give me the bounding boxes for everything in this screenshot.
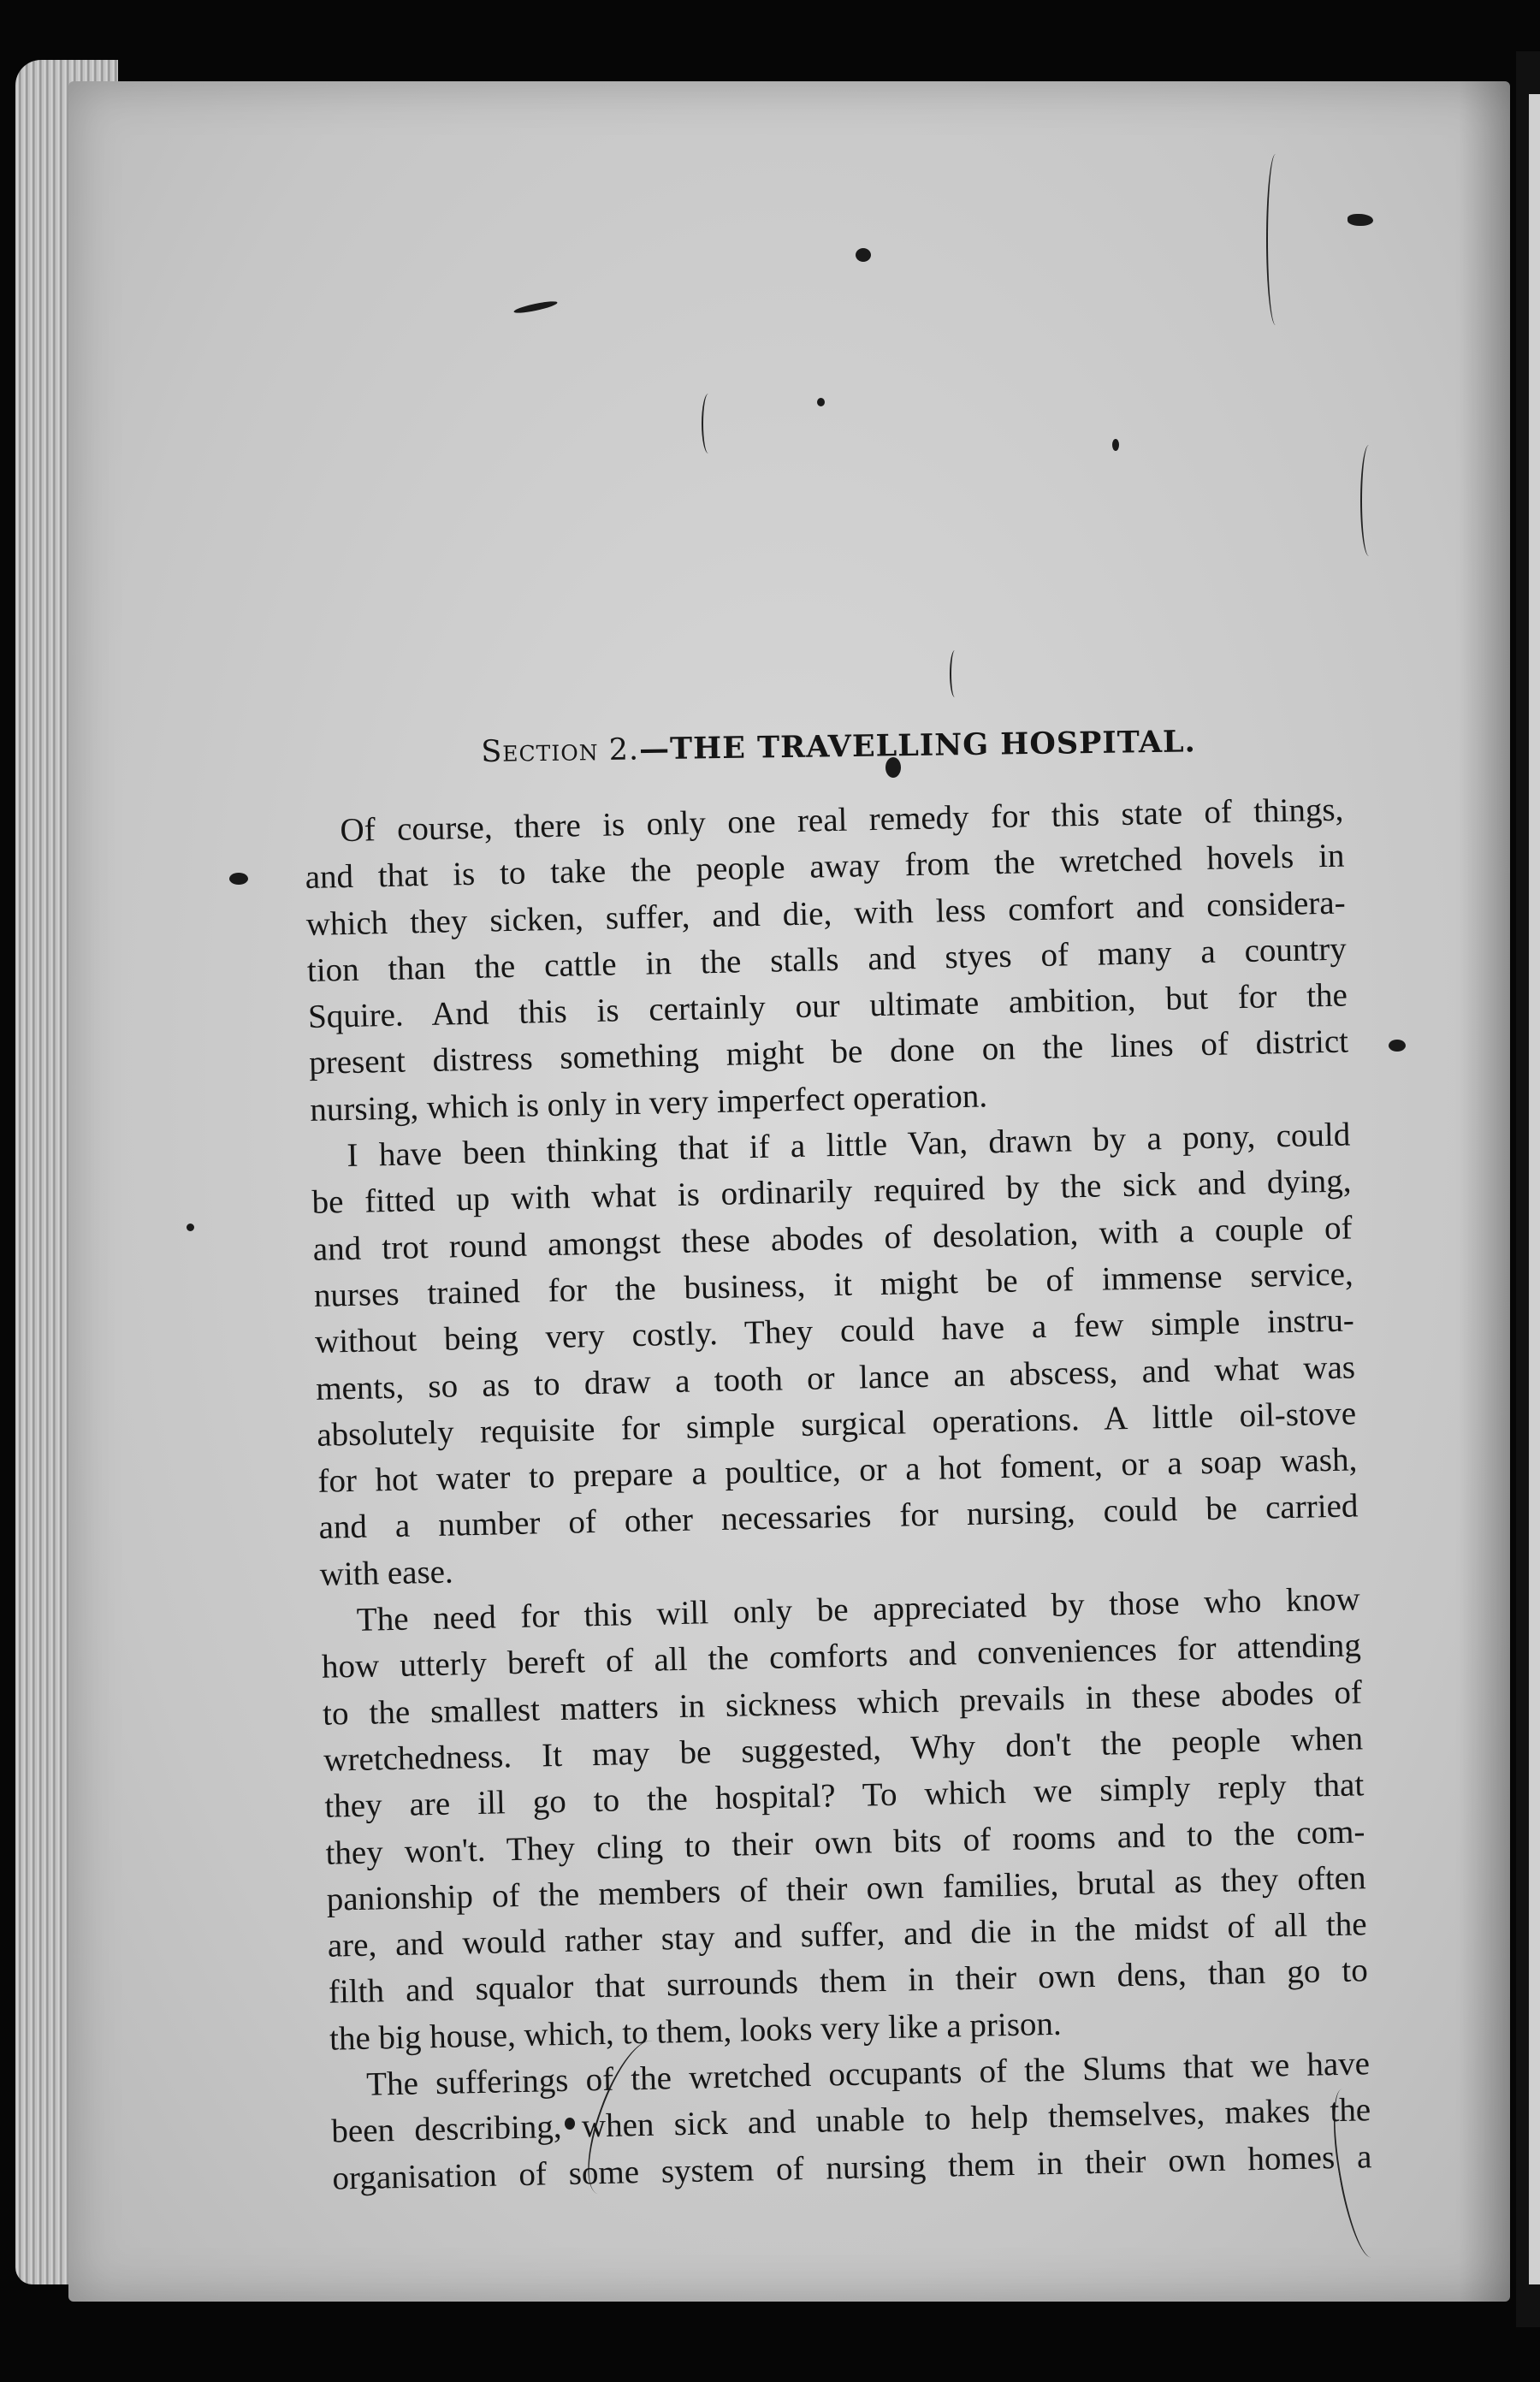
text-line: wretchedness. It may be suggested, Why don't the people when (323, 1720, 1364, 1779)
text-line: The need for this will only be appreciated by those who know (356, 1580, 1361, 1638)
ink-speck (817, 398, 825, 406)
text-line: The sufferings of the wretched occupants of the Slums that we have (365, 2045, 1371, 2103)
text-line: nursing, which is only in very imperfect operation. (309, 1077, 988, 1129)
scan-scratch (950, 650, 960, 697)
text-line: are, and would rather stay and suffer, and die in the midst of all the (327, 1905, 1368, 1964)
ink-speck (1112, 439, 1119, 451)
scan-scratch (702, 394, 715, 453)
text-line: the big house, which, to them, looks very like a prison. (329, 2005, 1063, 2058)
text-line: to the smallest matters in sickness which prevails in these abodes of (322, 1673, 1363, 1733)
text-line: and a number of other necessaries for nursing, could be carried (318, 1487, 1359, 1547)
ink-speck (1348, 214, 1373, 226)
text-line: which they sicken, suffer, and die, with less comfort and considera- (305, 884, 1347, 943)
text-line: they won't. They cling to their own bits of rooms and to the com- (325, 1812, 1365, 1872)
scan-scratch (1266, 154, 1285, 325)
text-line: organisation of some system of nursing them in their own homes a (332, 2137, 1372, 2197)
text-line: how utterly bereft of all the comforts and conveniences for attending (321, 1627, 1362, 1686)
text-line: and that is to take the people away from the wretched hovels in (305, 837, 1345, 897)
ink-speck (856, 248, 871, 262)
text-line: Of course, there is only one real remedy for this state of things, (340, 791, 1344, 850)
ink-speck (1389, 1040, 1406, 1052)
spine-shadow (1459, 81, 1510, 2302)
facing-page-edge (1529, 94, 1540, 2284)
body-text (304, 787, 1372, 2202)
text-line: tion than the cattle in the stalls and styes of many a country (306, 930, 1348, 989)
text-line: absolutely requisite for simple surgical operations. A little oil-stove (316, 1395, 1357, 1454)
text-line: nurses trained for the business, it might be of immense service, (313, 1255, 1354, 1314)
text-line: with ease. (319, 1553, 454, 1593)
text-line: I have been thinking that if a little Van, drawn by a pony, could (346, 1116, 1351, 1175)
ink-speck (187, 1224, 194, 1231)
section-number: Section 2. (481, 732, 640, 769)
section-title: —THE TRAVELLING HOSPITAL. (638, 724, 1197, 767)
text-line: Squire. And this is certainly our ultimate ambition, but for the (307, 976, 1348, 1036)
text-line: be fitted up with what is ordinarily required by the sick and dying, (311, 1162, 1352, 1222)
text-line: and trot round amongst these abodes of desolation, with a couple of (312, 1209, 1353, 1268)
text-line: panionship of the members of their own families, brutal as they often (326, 1859, 1366, 1918)
text-line: ments, so as to draw a tooth or lance an abscess, and what was (315, 1348, 1356, 1407)
text-line: filth and squalor that surrounds them in their own dens, than go to (328, 1952, 1369, 2012)
scan-scratch (1360, 445, 1377, 556)
text-line: without being very costly. They could have a few simple instru- (314, 1301, 1355, 1361)
ink-speck (229, 873, 248, 885)
text-line: present distress something might be done on the lines of district (308, 1022, 1349, 1082)
text-line: for hot water to prepare a poultice, or a hot foment, or a soap wash, (317, 1441, 1358, 1500)
text-line: been describing, when sick and unable to help themselves, makes the (330, 2091, 1371, 2150)
text-line: they are ill go to the hospital? To which we simply reply that (323, 1766, 1365, 1825)
